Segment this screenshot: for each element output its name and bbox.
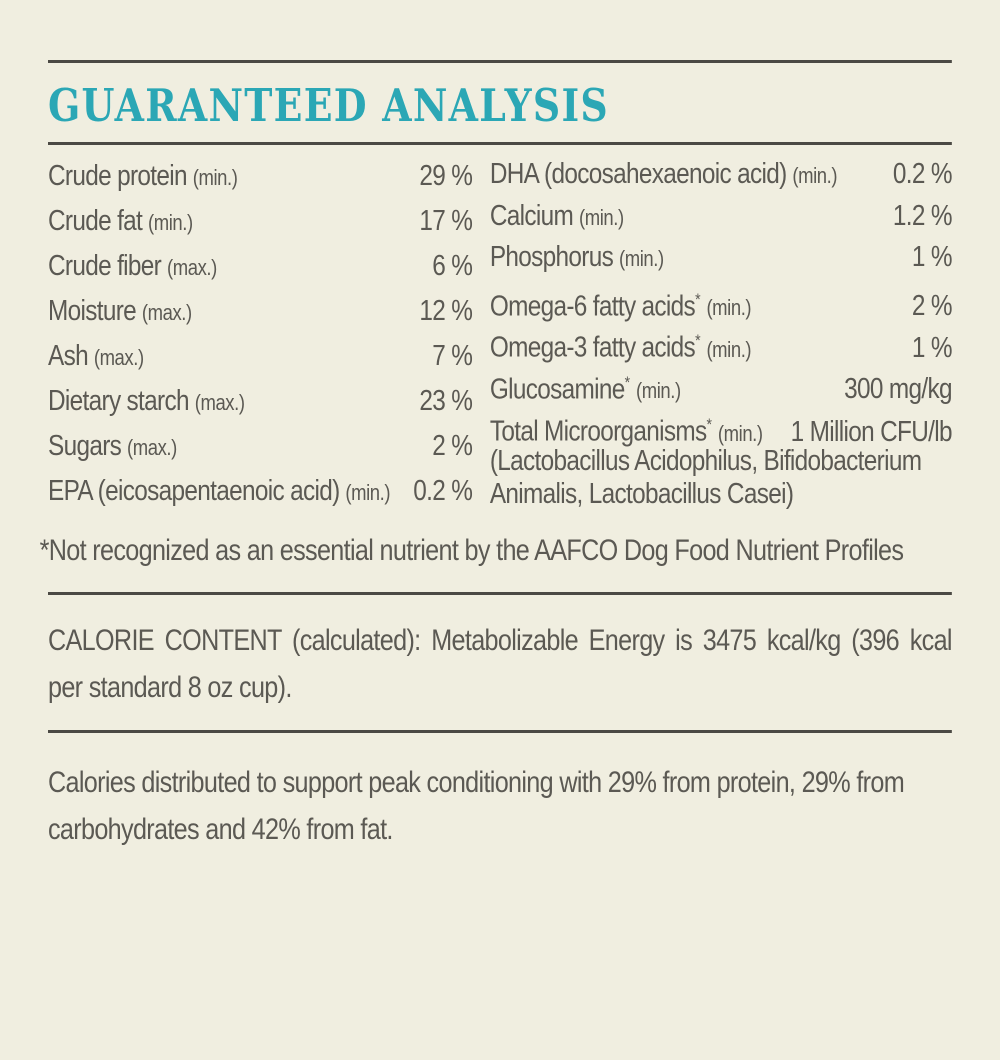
- nutrient-value: 2 %: [432, 430, 473, 462]
- nutrient-name: Calcium (min.): [489, 199, 624, 232]
- divider-top: [48, 60, 952, 63]
- nutrient-qualifier: (min.): [717, 420, 763, 446]
- nutrient-qualifier: (min.): [579, 204, 624, 230]
- divider-calorie-content: [48, 592, 952, 595]
- nutrient-qualifier: (min.): [345, 480, 391, 505]
- nutrient-name: Crude protein (min.): [48, 160, 238, 192]
- nutrient-name: Omega-3 fatty acids* (min.): [489, 331, 752, 364]
- nutrient-name: EPA (eicosapentaenoic acid) (min.): [48, 475, 391, 507]
- nutrient-value: 1 Million CFU/lb: [790, 415, 952, 448]
- divider-under-heading: [48, 142, 952, 145]
- footnote-asterisk: *: [695, 289, 701, 309]
- nutrient-name: Ash (max.): [48, 340, 144, 372]
- nutrient-value: 29 %: [419, 160, 473, 192]
- nutrient-value: 300 mg/kg: [844, 373, 952, 406]
- nutrient-qualifier: (max.): [127, 435, 177, 460]
- nutrient-value: 1 %: [911, 241, 952, 273]
- nutrient-qualifier: (max.): [93, 345, 144, 370]
- nutrient-value: 0.2 %: [413, 475, 473, 507]
- nutrient-name: Crude fiber (max.): [48, 250, 217, 282]
- analysis-row: [490, 237, 952, 279]
- nutrient-value: 2 %: [911, 290, 952, 323]
- nutrient-qualifier: (min.): [148, 210, 193, 235]
- nutrient-name: Total Microorganisms* (min.): [489, 415, 763, 448]
- nutrient-qualifier: (max.): [194, 390, 245, 415]
- nutrient-value: 12 %: [419, 295, 473, 327]
- analysis-column-left: [48, 154, 472, 514]
- nutrient-qualifier: (min.): [636, 378, 681, 404]
- nutrient-value: 23 %: [419, 385, 473, 417]
- calorie-distribution-text: Calories distributed to support peak conditioning with 29% from protein, 29% from carbohydrates and 42% from fat.: [48, 766, 905, 846]
- nutrient-name: Omega-6 fatty acids* (min.): [489, 289, 752, 323]
- analysis-row: [48, 289, 472, 334]
- nutrient-value: 7 %: [432, 340, 473, 372]
- nutrient-name: DHA (docosahexaenoic acid) (min.): [489, 158, 838, 190]
- nutrient-qualifier: (min.): [706, 336, 752, 362]
- nutrient-value: 0.2 %: [892, 158, 952, 190]
- analysis-row: [48, 469, 472, 514]
- nutrient-qualifier: (min.): [192, 165, 238, 190]
- nutrient-qualifier: (min.): [619, 246, 664, 271]
- guaranteed-analysis-table: [48, 154, 952, 514]
- nutrient-name: Crude fat (min.): [48, 205, 193, 237]
- analysis-row: [490, 320, 952, 362]
- analysis-row: [490, 154, 952, 196]
- section-title: GUARANTEED ANALYSIS: [48, 79, 609, 132]
- nutrient-qualifier: (min.): [792, 163, 838, 188]
- nutrient-value: 1.2 %: [892, 199, 952, 232]
- analysis-row: [48, 244, 472, 289]
- analysis-column-right: [490, 154, 952, 514]
- nutrition-label-panel: [0, 60, 1000, 853]
- aafco-footnote: *Not recognized as an essential nutrient by the AAFCO Dog Food Nutrient Profiles: [39, 534, 904, 567]
- calorie-content-text: CALORIE CONTENT (calculated): Metabolizable Energy is 3475 kcal/kg (396 kcal per standard 8 oz cup).: [48, 624, 952, 704]
- nutrient-name: Phosphorus (min.): [489, 241, 664, 273]
- nutrient-value: 6 %: [432, 250, 473, 282]
- nutrient-note: (Lactobacillus Acidophilus, Bifidobacterium Animalis, Lactobacillus Casei): [489, 445, 922, 510]
- nutrient-qualifier: (min.): [706, 295, 752, 321]
- analysis-row: [490, 403, 952, 447]
- nutrient-value: 1 %: [911, 331, 952, 364]
- analysis-row: [490, 196, 952, 238]
- footnote-asterisk: *: [706, 415, 713, 434]
- analysis-row: [48, 334, 472, 379]
- analysis-row: [48, 154, 472, 199]
- nutrient-value: 17 %: [419, 205, 473, 237]
- analysis-row: [490, 279, 952, 321]
- divider-calorie-distribution: [48, 730, 952, 733]
- nutrient-qualifier: (max.): [167, 255, 217, 280]
- analysis-row: [48, 379, 472, 424]
- nutrient-name: Glucosamine* (min.): [489, 372, 681, 406]
- nutrient-name: Sugars (max.): [48, 430, 177, 462]
- nutrient-name: Moisture (max.): [48, 295, 192, 327]
- footnote-asterisk: *: [624, 372, 631, 392]
- analysis-row: [48, 424, 472, 469]
- nutrient-name: Dietary starch (max.): [48, 385, 245, 417]
- footnote-asterisk: *: [695, 331, 701, 350]
- nutrient-qualifier: (max.): [141, 300, 192, 325]
- analysis-row: [48, 199, 472, 244]
